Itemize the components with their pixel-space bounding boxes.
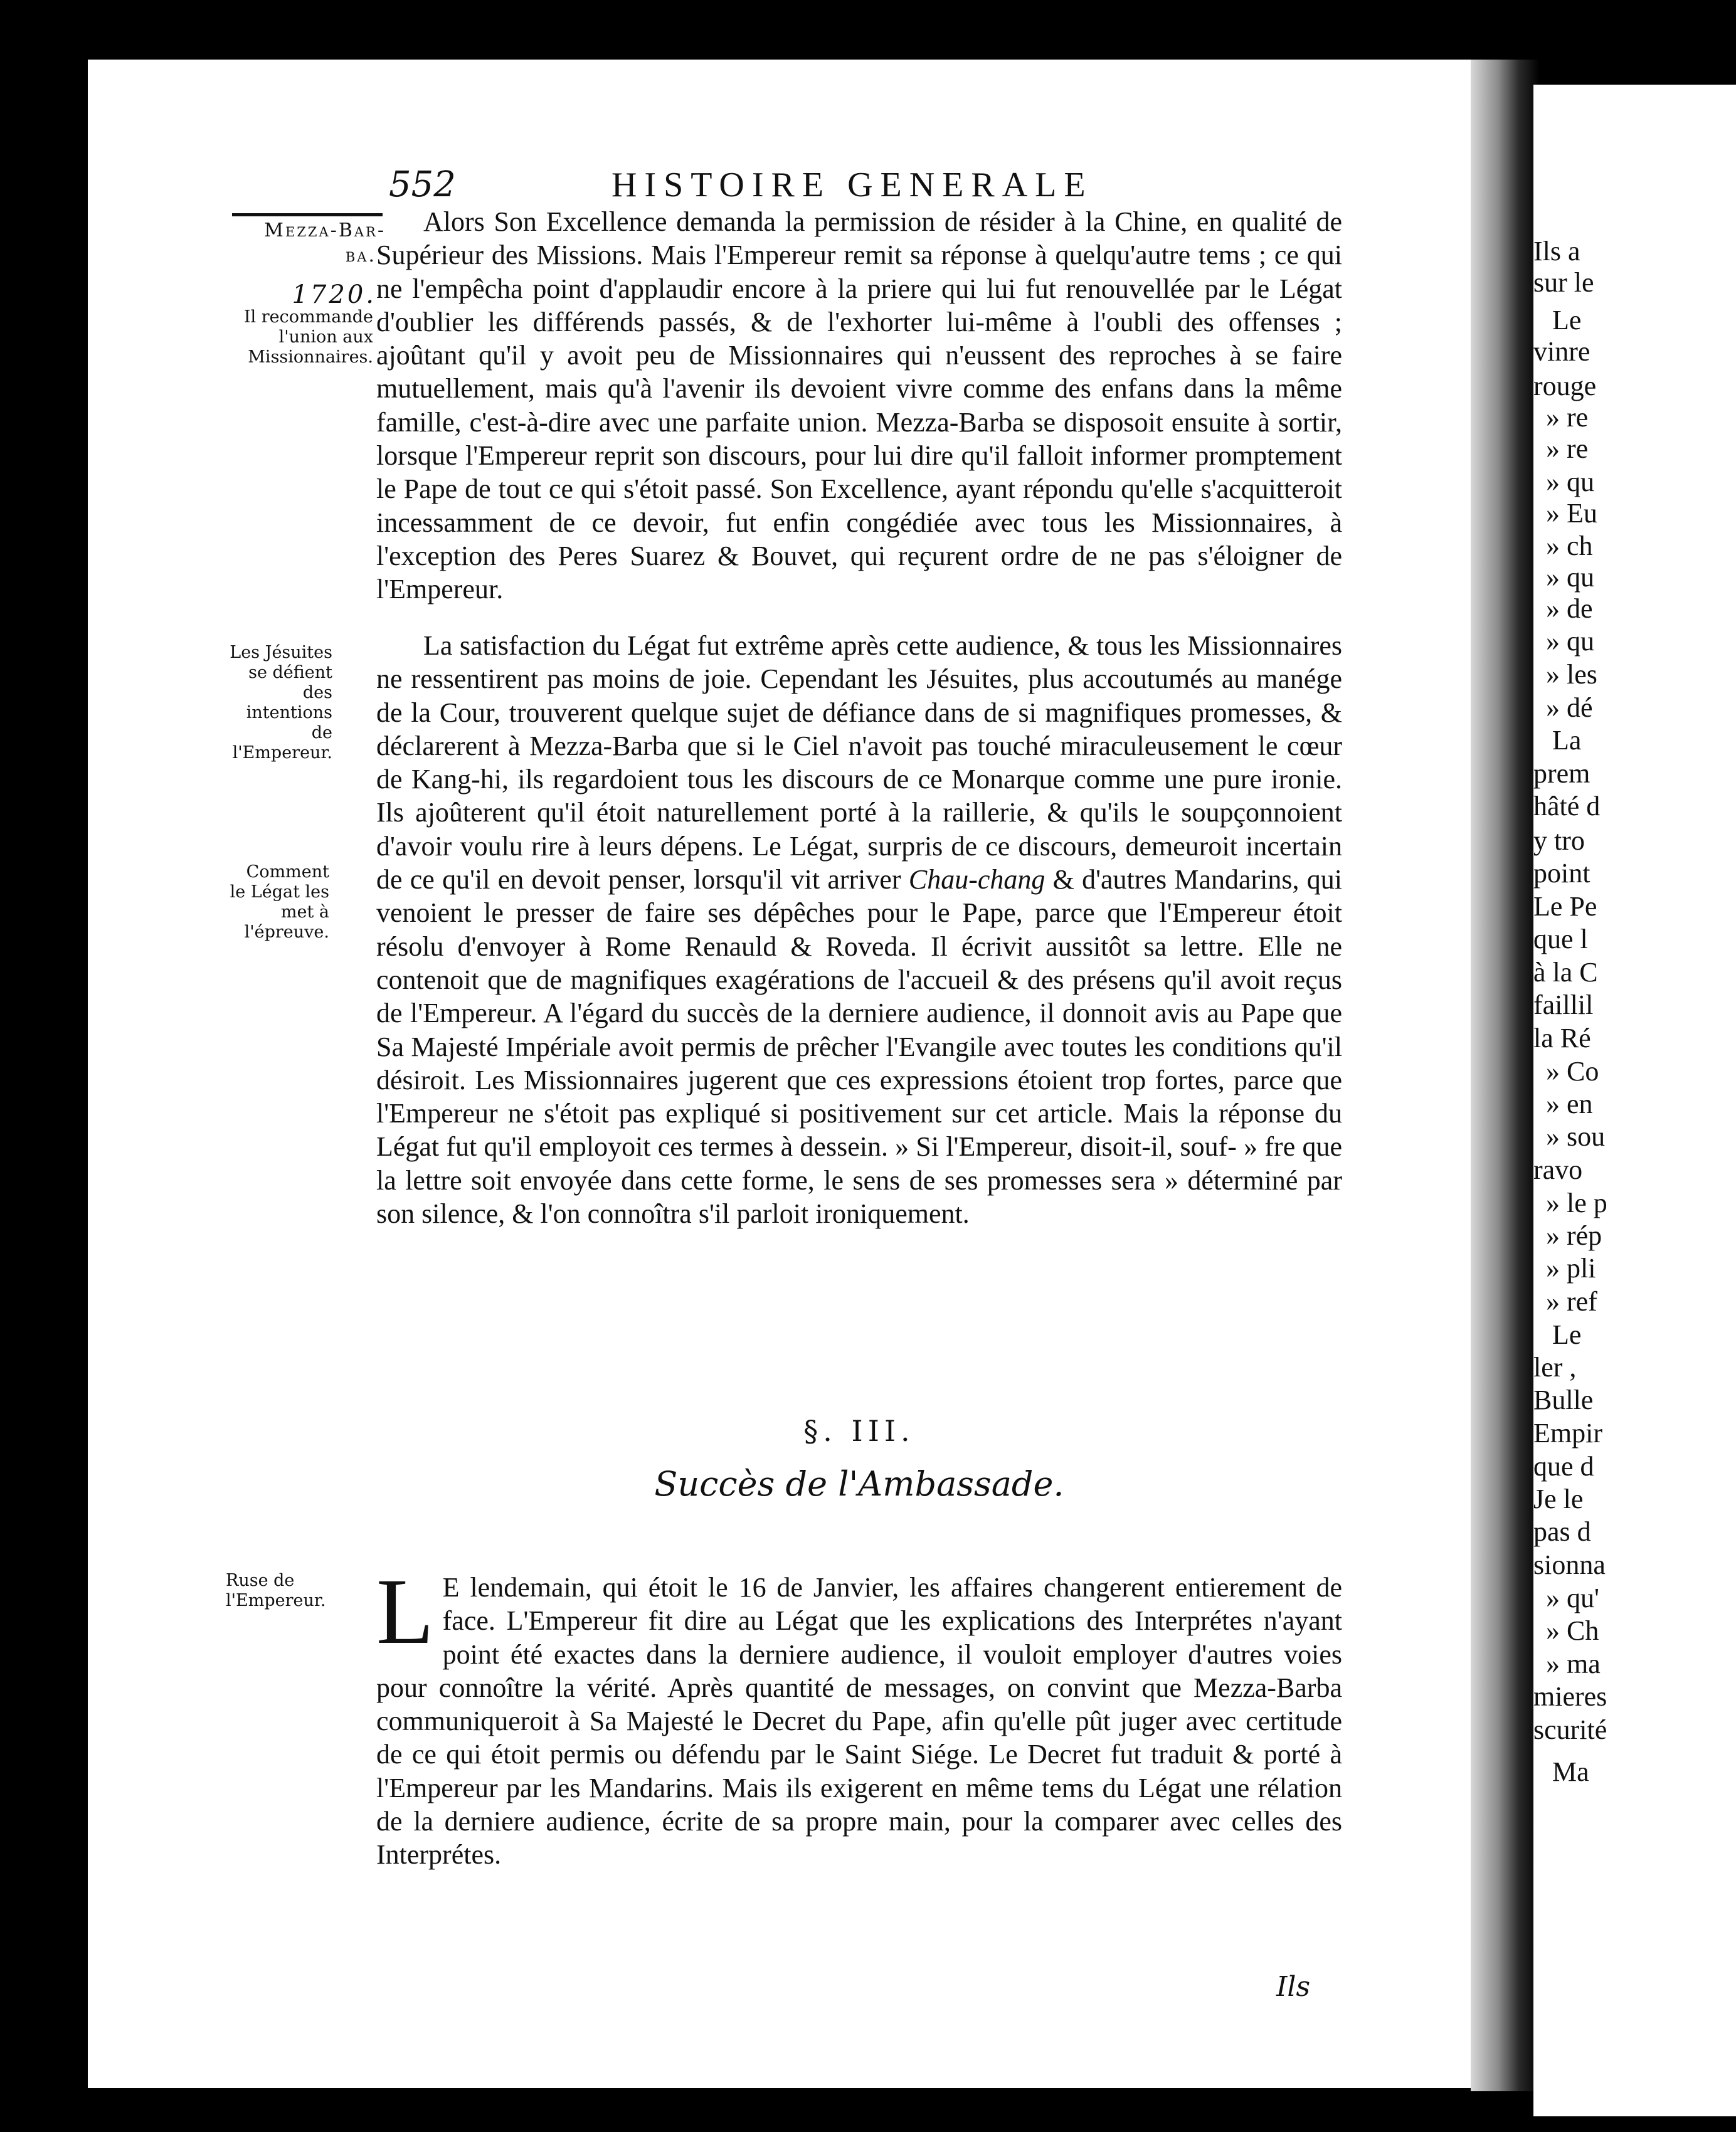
margin-rule: [232, 213, 383, 216]
right-page-line: » de: [1546, 593, 1593, 624]
margin-year: 1720.: [292, 280, 376, 309]
right-page-line: hâté d: [1533, 791, 1601, 821]
name-chau-chang: Chau-chang: [908, 864, 1045, 895]
right-page-line: » rép: [1546, 1220, 1602, 1251]
right-page-line: sur le: [1533, 267, 1594, 298]
right-page-line: Ils a: [1533, 236, 1580, 266]
paragraph-2-part-a: La satisfaction du Légat fut extrême après cette audience, & tous les Missionnaires ne ressentirent pas moins de joie. Cependant les Jésuites, plus accoutumés au manége de la Cour, trouverent quelque sujet de défiance dans de si magnifiques promesses, & déclarerent à Mezza-Barba que si le Ciel n'avoit pas touché miraculeusement le cœur de Kang-hi, ils regardoient tous les discours de ce Monarque comme une pure ironie. Ils ajoûterent qu'il étoit naturellement porté à la raillerie, & qu'ils le soupçonnoient d'avoir voulu rire à leurs dépens. Le Légat, surpris de ce discours, demeuroit incertain de ce qu'il en devoit penser, lorsqu'il vit arriver: [376, 630, 1342, 895]
margin-name-line2: ba.: [345, 245, 376, 266]
margin-name-line1: Mezza-Bar-: [264, 219, 386, 241]
right-page-line: » les: [1546, 659, 1597, 690]
right-page-line: » qu': [1546, 1583, 1599, 1613]
right-page-line: scurité: [1533, 1714, 1607, 1745]
right-page-line: » sou: [1546, 1121, 1606, 1152]
right-page-line: Ma: [1552, 1756, 1589, 1787]
right-page-line: prem: [1533, 758, 1590, 789]
paragraph-2: [376, 629, 1342, 1230]
right-page-line: » le p: [1546, 1188, 1607, 1218]
right-page-line: faillil: [1533, 989, 1594, 1020]
right-page-line: la Ré: [1533, 1023, 1591, 1053]
drop-cap: L: [376, 1559, 434, 1664]
paragraph-1-text: Alors Son Excellence demanda la permission de résider à la Chine, en qualité de Supérieur des Missions. Mais l'Empereur remit sa réponse à quelqu'autre tems ; ce qui ne l'empêcha point d'applaudir encore à la priere qui lui fut renouvellée par le Légat d'oublier les différends passés, & de l'exhorter lui-même à l'oubli des offenses ; ajoûtant qu'il y avoit peu de Missionnaires qui n'eussent des reproches à se faire mutuellement, mais qu'à l'avenir ils devoient vivre comme des enfans dans la même famille, c'est-à-dire avec une parfaite union. Mezza-Barba se disposoit ensuite à sortir, lorsque l'Empereur reprit son discours, pour lui dire qu'il falloit informer promptement le Pape de tout ce qui s'étoit passé. Son Excellence, ayant répondu qu'elle s'acquitteroit incessamment de ce devoir, fut enfin congédiée avec tous les Missionnaires, à l'exception des Peres Suarez & Bouvet, qui reçurent ordre de ne pas s'éloigner de l'Empereur.: [376, 206, 1342, 605]
right-page-line: » Co: [1546, 1056, 1599, 1087]
running-header: [389, 160, 1141, 210]
right-page-line: que l: [1533, 924, 1588, 954]
right-page-line: » Eu: [1546, 498, 1597, 529]
right-page-line: » re: [1546, 433, 1589, 464]
right-page-line: Le: [1552, 1319, 1582, 1350]
right-page-line: y tro: [1533, 825, 1585, 856]
right-page-line: » qu: [1546, 467, 1594, 497]
right-page-line: » qu: [1546, 562, 1594, 593]
paragraph-2-text: [376, 629, 1342, 1230]
section-number: §. III.: [803, 1414, 915, 1448]
right-page-line: à la C: [1533, 957, 1598, 988]
running-title: HISTOIRE GENERALE: [611, 166, 1093, 204]
margin-note-union: Il recommande l'union aux Missionnaires.: [243, 307, 373, 367]
right-page-line: que d: [1533, 1451, 1594, 1482]
margin-note-epreuve: Comment le Légat les met à l'épreuve.: [230, 862, 329, 942]
right-page-line: ravo: [1533, 1154, 1583, 1185]
right-page-line: » en: [1546, 1089, 1593, 1119]
right-page-line: Bulle: [1533, 1385, 1594, 1415]
right-page-line: Le: [1552, 305, 1582, 335]
right-page-line: » ch: [1546, 530, 1593, 561]
right-page-line: » dé: [1546, 692, 1593, 723]
section-title: Succès de l'Ambassade.: [654, 1464, 1064, 1504]
right-page-line: rouge: [1533, 371, 1597, 401]
right-page-line: pas d: [1533, 1516, 1591, 1547]
catchword: Ils: [1276, 1971, 1311, 2003]
right-page-line: sionna: [1533, 1549, 1606, 1580]
right-page-line: » re: [1546, 402, 1589, 433]
right-page-line: Je le: [1533, 1484, 1584, 1514]
right-page-line: » qu: [1546, 626, 1594, 657]
page-number: 552: [389, 164, 456, 205]
right-page-line: mieres: [1533, 1681, 1607, 1712]
margin-note-ruse: Ruse de l'Empereur.: [226, 1571, 326, 1610]
paragraph-1: [376, 205, 1342, 606]
right-page-line: » pli: [1546, 1253, 1596, 1284]
right-page-line: vinre: [1533, 336, 1590, 367]
paragraph-3-text: E lendemain, qui étoit le 16 de Janvier, les affaires changerent entierement de face. L'Empereur fit dire au Légat que les explications des Interprétes n'ayant point été exactes dans la derniere audience, il vouloit employer d'autres voies pour connoître la vérité. Après quantité de messages, on convint que Mezza-Barba communiqueroit à Sa Majesté le Decret du Pape, afin qu'elle pût juger avec certitude de ce qui étoit permis ou défendu par le Saint Siége. Le Decret fut traduit & porté à l'Empereur par les Mandarins. Mais ils exigerent en même tems du Légat une rélation de la derniere audience, écrite de sa propre main, pour la comparer avec celles des Interprétes.: [376, 1572, 1342, 1871]
paragraph-3: [376, 1559, 1342, 1872]
right-page-line: ler ,: [1533, 1352, 1577, 1383]
right-page-fragment: [1533, 85, 1736, 2116]
right-page-line: Le Pe: [1533, 891, 1597, 922]
right-page-line: » Ch: [1546, 1615, 1599, 1646]
right-page-line: point: [1533, 858, 1590, 889]
right-page-line: » ma: [1546, 1649, 1601, 1679]
right-page-line: Empir: [1533, 1418, 1602, 1449]
right-page-line: » ref: [1546, 1286, 1597, 1317]
margin-note-jesuites: Les Jésuites se défient des intentions de l'Empereur.: [230, 643, 332, 763]
book-gutter: [1471, 60, 1540, 2091]
right-page-line: La: [1552, 725, 1582, 756]
paragraph-2-part-b: & d'autres Mandarins, qui venoient le presser de faire ses dépêches pour le Pape, parce que l'Empereur étoit résolu d'envoyer à Rome Renauld & Roveda. Il écrivit aussitôt sa lettre. Elle ne contenoit que de magnifiques exagérations de l'accueil & des présens qu'il avoit reçus de l'Empereur. A l'égard du succès de la derniere audience, il donnoit avis au Pape que Sa Majesté Impériale avoit permis de prêcher l'Evangile avec toutes les conditions qu'il désiroit. Les Missionnaires jugerent que ces expressions étoient trop fortes, parce que l'Empereur ne s'étoit pas expliqué si positivement sur cet article. Mais la réponse du Légat fut qu'il employoit ces termes à dessein. » Si l'Empereur, disoit-il, souf- » fre que la lettre soit envoyée dans cette forme, le sens de ses promesses sera » déterminé par son silence, & l'on connoîtra s'il parloit ironiquement.: [376, 864, 1342, 1230]
